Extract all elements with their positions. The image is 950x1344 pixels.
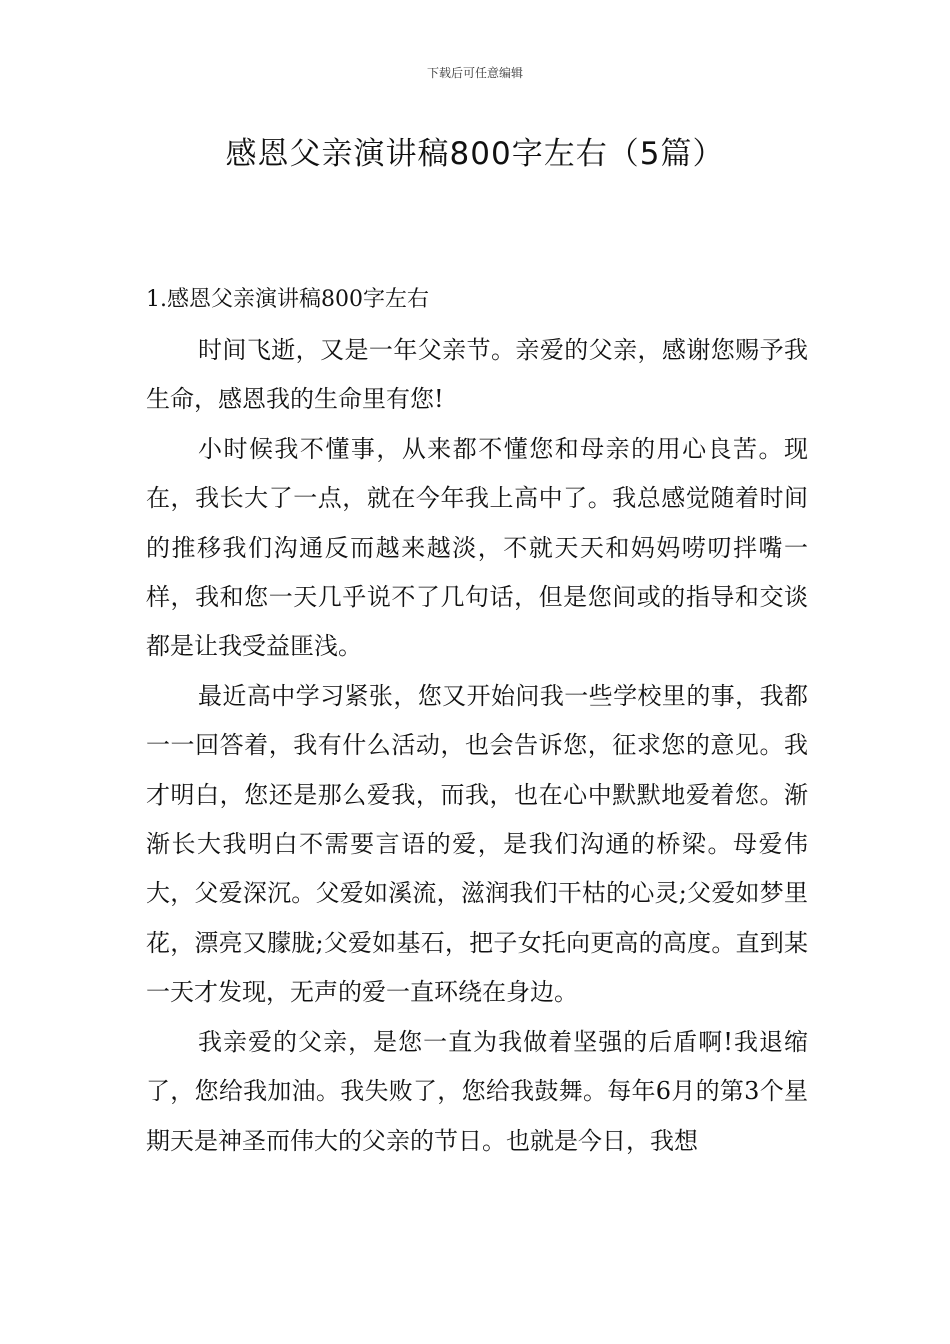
paragraph: 最近高中学习紧张，您又开始问我一些学校里的事，我都一一回答着，我有什么活动，也会告诉您，征求您的意见。我才明白，您还是那么爱我，而我，也在心中默默地爱着您。渐渐长大我明白不需要言语的爱，是我们沟通的桥梁。母爱伟大，父爱深沉。父爱如溪流，滋润我们干枯的心灵;父爱如梦里花，漂亮又朦胧;父爱如基石，把子女托向更高的高度。直到某一天才发现，无声的爱一直环绕在身边。	[146, 681, 808, 1007]
header-note: 下载后可任意编辑	[426, 66, 523, 80]
paragraph: 小时候我不懂事，从来都不懂您和母亲的用心良苦。现在，我长大了一点，就在今年我上高中了。我总感觉随着时间的推移我们沟通反而越来越淡，不就天天和妈妈唠叨拌嘴一样，我和您一天几乎说不了几句话，但是您间或的指导和交谈都是让我受益匪浅。	[146, 434, 808, 661]
paragraph: 时间飞逝，又是一年父亲节。亲爱的父亲，感谢您赐予我生命，感恩我的生命里有您!	[146, 336, 808, 414]
paragraph: 我亲爱的父亲，是您一直为我做着坚强的后盾啊!我退缩了，您给我加油。我失败了，您给我鼓舞。每年6月的第3个星期天是神圣而伟大的父亲的节日。也就是今日，我想	[146, 1027, 808, 1155]
document-title: 感恩父亲演讲稿800字左右（5篇）	[225, 136, 725, 172]
document-body	[146, 326, 808, 1166]
section-heading: 1.感恩父亲演讲稿800字左右	[146, 287, 429, 312]
